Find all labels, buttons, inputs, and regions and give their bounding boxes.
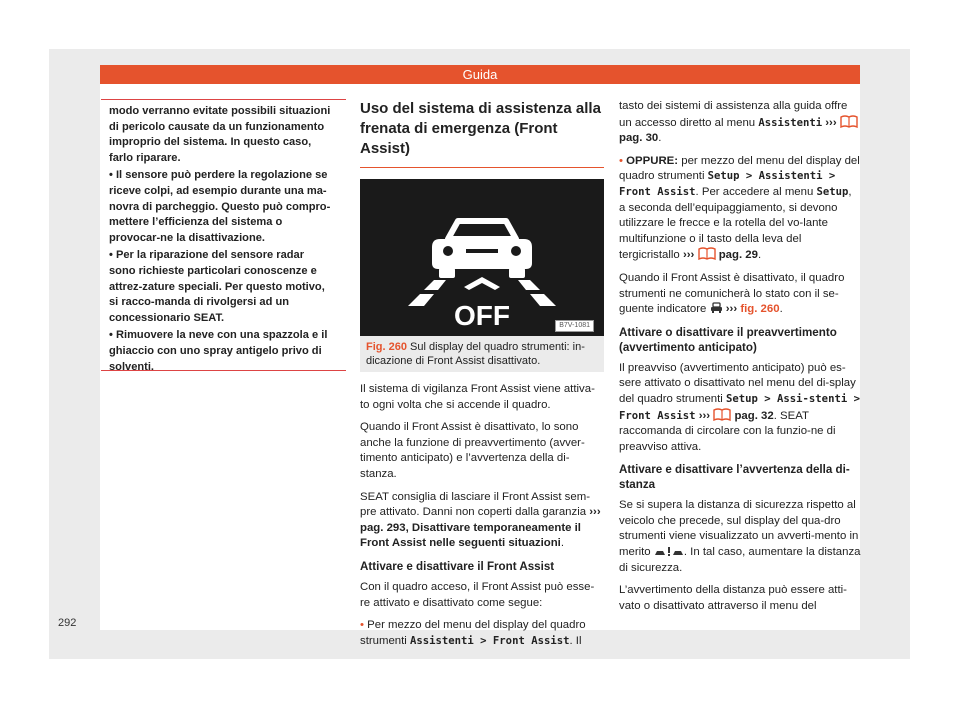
page-header: Guida [100,65,860,84]
paragraph-text: . In tal caso, aumentare la distanza di sicurezza. [619,546,861,574]
page-number: 292 [58,617,77,629]
paragraph [619,99,861,147]
warning-item [109,248,332,326]
bullet-icon: • [109,249,116,262]
option-text: , a seconda dell’equipaggiamento, si devono utilizzare le frecce e la rotella del vo-lante multifunzione o il tasto della leva del tergicristallo [619,185,852,262]
ref-arrow: ››› [825,116,837,129]
figure-reference-link[interactable]: fig. 260 [740,303,780,316]
book-icon [713,408,731,421]
subheading: Attivare e disattivare il Front Assist [360,559,555,573]
figure-display [360,179,604,336]
book-icon [698,247,716,260]
column-middle [360,99,604,656]
warning-intro: modo verranno evitate possibili situazioni di pericolo causate da un funzionamento improprio del sistema. In questo caso, farlo riparare. [109,105,331,164]
menu-path: Setup > Assi-stenti > Front Assist [619,392,860,422]
menu-path: Assistenti [758,116,823,129]
figure-code: B7V-1081 [555,320,594,332]
punctuation: . [560,537,565,550]
ref-arrow: ››› [682,249,695,262]
punctuation: . [658,132,662,145]
menu-path: Setup > Assistenti > Front Assist [619,170,836,198]
car-front-off-icon [360,179,604,336]
menu-path: Setup [816,185,849,198]
paragraph: L’avvertimento della distanza può essere atti-vato o disattivato attraverso il menu del [619,584,847,612]
page-reference-link[interactable]: pag. 30 [619,132,659,145]
warning-item [109,168,332,246]
figure-caption [360,336,604,372]
bullet-icon: • [109,329,116,342]
punctuation: . [779,303,783,316]
car-indicator-icon [710,302,723,314]
option-text: . Il [569,634,582,647]
warning-item [109,328,332,375]
paragraph-text: . SEAT raccomanda di circolare con la funzio-ne di preavviso attiva. [619,409,836,453]
off-label: OFF [454,300,510,331]
warning-item-text: Il sensore può perdere la regolazione se riceve colpi, ad esempio durante una ma-novra di parcheggio. Questo può compro-mettere l’efficienza del sistema o provocar-ne la disattivazione. [109,169,331,244]
paragraph-text: Quando il Front Assist è disattivato, il quadro strumenti ne comunicherà lo stato con il se-guente indicatore [619,271,845,316]
bullet-icon: • [109,169,116,182]
option-text: per mezzo del menu del display del quadro strumenti [619,154,860,183]
ref-arrow: ››› [725,303,738,316]
paragraph-text: Se si supera la distanza di sicurezza rispetto al veicolo che precede, sul display del qua-dro strumenti viene visualizzato un avverti-mento in merito [619,499,859,559]
option-item [360,618,604,649]
option-label: OPPURE: [626,154,679,167]
paragraph-text: Il preavviso (avvertimento anticipato) può es-sere attivato o disattivato nel menu del di-splay del quadro strumenti [619,361,856,405]
distance-warning-icon [654,546,684,557]
paragraph [619,361,861,456]
paragraph [360,490,604,552]
section-title: Uso del sistema di assistenza alla frenata di emergenza (Front Assist) [360,99,604,168]
paragraph [619,498,861,576]
warning-item-text: Per la riparazione del sensore radar sono richieste particolari conoscenze e attrez-zature speciali. Per questo motivo, si racco-manda di rivolgersi ad un concessionario SEAT. [109,249,325,324]
punctuation: . [757,249,762,262]
figure-caption-text: Sul display del quadro strumenti: in-dicazione di Front Assist disattivato. [366,341,585,367]
menu-path: Assistenti > Front Assist [410,634,570,647]
paragraph [619,271,861,318]
ref-arrow: ››› [698,409,711,422]
paragraph-text: tasto dei sistemi di assistenza alla guida offre un accesso diretto al menu [619,100,848,129]
option-item [619,154,861,264]
figure-number: Fig. 260 [366,341,407,353]
warning-item-text: Rimuovere la neve con una spazzola e il ghiaccio con uno spray antigelo privo di solventi. [109,329,328,373]
paragraph: Il sistema di vigilanza Front Assist viene attiva-to ogni volta che si accende il quadro. [360,383,595,411]
subheading: Attivare o disattivare il preavvertimento (avvertimento anticipato) [619,325,837,354]
option-text: Per mezzo del menu del display del quadro strumenti [360,619,586,647]
page-reference-link[interactable]: ››› pag. 293, Disattivare temporaneamente il Front Assist nelle seguenti situazioni [360,506,601,550]
bullet-icon: • [619,154,623,167]
bullet-icon: • [360,619,368,632]
paragraph: Quando il Front Assist è disattivato, lo sono anche la funzione di preavvertimento (avver-timento anticipato) e l’avvertenza della di-stanza. [360,421,585,480]
column-right [619,99,861,621]
page-reference-link[interactable]: pag. 32 [734,409,774,422]
paragraph: Con il quadro acceso, il Front Assist può esse-re attivato e disattivato come segue: [360,580,595,609]
paragraph-text: SEAT consiglia di lasciare il Front Assist sem-pre attivato. Danni non coperti dalla garanzia [360,490,590,519]
warning-box [101,99,346,371]
book-icon [840,115,858,128]
page-reference-link[interactable]: pag. 29 [718,249,758,262]
subheading: Attivare e disattivare l’avvertenza della di-stanza [619,463,850,492]
option-text: . Per accedere al menu [695,185,814,198]
